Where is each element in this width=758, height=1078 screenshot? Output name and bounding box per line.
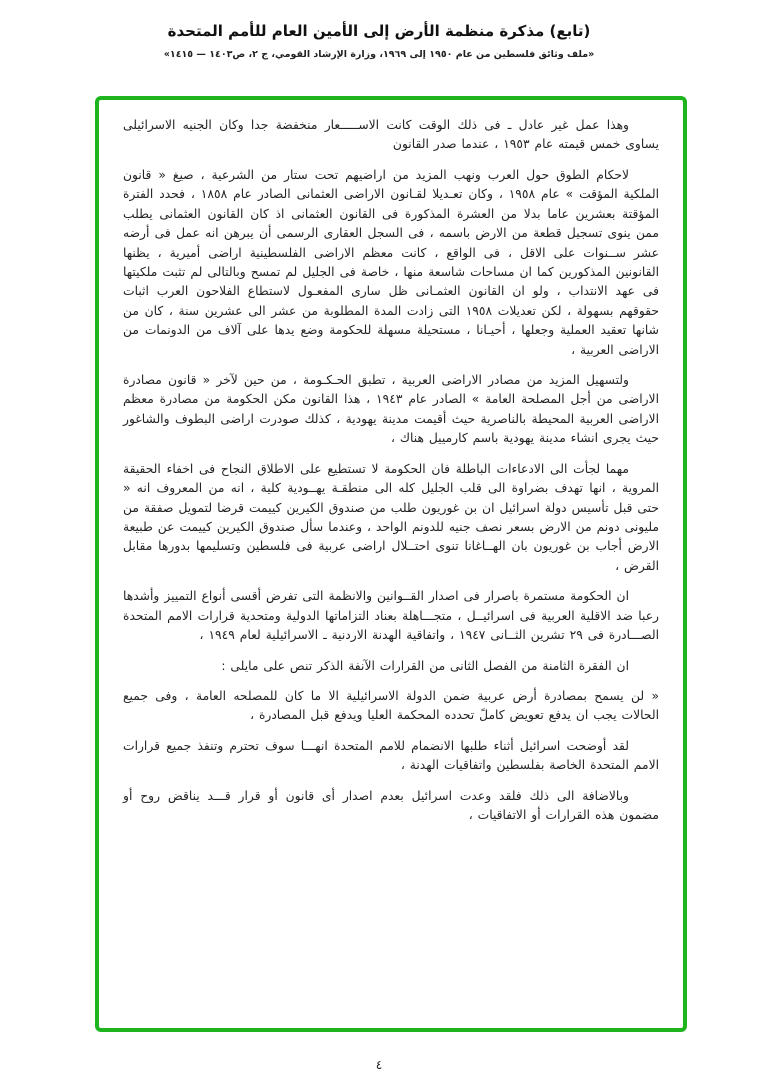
paragraph-2: لاحكام الطوق حول العرب ونهب المزيد من اراضيهم تحت ستار من الشرعية ، صيغ « قانون الملكية المؤقت » عام ١٩٥٨ ، وكان تعـديلا لقـانون الاراضى العثمانى الصادر عام ١٨٥٨ ، فحدد الفترة المؤقتة بعشرين عاما بدلا من العشرة المذكورة فى القانون العثمانى اذ كان القانون العثمانى يطلب ممن ينوى تسجيل قطعة من الارض باسمه ، فى السجل العقارى الرسمى أن يبرهن انه عمل فى أرضه عشر ســنوات على الاقل ، فى الواقع ، كانت معظم الاراضى الفلسطينية اراضى أميرية ، يظنها القانونين المذكورين كما ان مساحات شاسعة منها ، خاصة فى الجليل لم تمسح وبالتالى لم تثبت ملكيتها فى عهد الانتداب ، ولو ان القانون العثمـانى ظل سارى المفعـول لاستطاع الفلاحون العرب اثبات حقوقهم بسهولة ، لكن تعديلات ١٩٥٨ التى زادت المدة المطلوبة من عشر الى عشرين سنة ، كان من شانها تعقيد العملية وجعلها ، أحيـانا ، مستحيلة مسهلة للحكومة وضع يدها على آلاف من الدونمات من الاراضى العربية ، — [123, 167, 660, 357]
document-header — [0, 0, 758, 60]
paragraph-7-quote: « لن يسمح بمصادرة أرض عربية ضمن الدولة الاسرائيلية الا ما كان للمصلحه العامة ، وفى جميع الحالات يجب ان يدفع تعويض كاملً تحدده المحكمة العليا ويدفع قبل المصادرة ، — [123, 688, 659, 723]
paragraph-9: وبالاضافة الى ذلك فلقد وعدت اسرائيل بعدم اصدار أى قانون أو قرار قـــد يناقض روح أو مضمون هذه القرارات أو الاتفاقيات ، — [123, 788, 659, 823]
document-source-line: «ملف وثائق فلسطين من عام ١٩٥٠ إلى ١٩٦٩، وزارة الإرشاد القومي، ج ٢، ص١٤٠٣ — ١٤١٥» — [163, 49, 595, 60]
paragraph-3: ولتسهيل المزيد من مصادر الاراضى العربية ، تطبق الحـكـومة ، من حين لآخر « قانون مصادرة الاراضى من أجل المصلحة العامة » الصادر عام ١٩٤٣ ، هذا القانون مكن الحكومة من مصادرة معظم الاراضى العربية المحيطة بالناصرية حيث أقيمت مدينة يهودية ، كذلك صودرت اراضى البطوف والشاغور حيث يجرى انشاء مدينة يهودية باسم كارمييل هناك ، — [123, 373, 659, 446]
paragraph-5: ان الحكومة مستمرة باصرار فى اصدار القــوانين والانظمة التى تفرض أقسى أنواع التمييز وأشدها رعبا ضد الاقلية العربية فى اسرائيــل ، متجـــاهلة بعناد التزاماتها الدولية ومتحدية قرارات الامم المتحدة الصـــادرة فى ٢٩ تشرين الثــانى ١٩٤٧ ، واتفاقية الهدنة الاردنية ـ الاسرائيلية لعام ١٩٤٩ ، — [123, 589, 659, 643]
paragraph-6: ان الفقرة الثامنة من الفصل الثانى من القرارات الآنفة الذكر تنص على مايلى : — [221, 658, 629, 673]
paragraph-4: مهما لجأت الى الادعاءات الباطلة فان الحكومة لا تستطيع على الاطلاق النجاح فى اخفاء الحقيقة المروية ، انها تهدف بضراوة الى قلب الجليل كله الى منطقـة يهــودية كلية ، انه من المعروف انه « حتى قبل تأسيس دولة اسرائيل ان بن غوريون طلب من صندوق الكيرين كييمت قرضا لتمويل صفقة من مليونى دونم من الارض بسعر نصف جنيه للدونم الواحد ، وعندما سأل صندوق الكيرين كييمت عن طبيعة الارض أجاب بن غوريون بان الهــاغانا تنوى احتــلال اراضى عربية فى فلسطين وتسليمها بدورها مقابل القرض ، — [123, 461, 659, 573]
page-number: ٤ — [375, 1058, 383, 1072]
document-title: (تابع) مذكرة منظمة الأرض إلى الأمين العام للأمم المتحدة — [167, 22, 591, 40]
paragraph-1: وهذا عمل غير عادل ـ فى ذلك الوقت كانت الاســـــعار منخفضة جدا وكان الجنيه الاسرائيلى يساوى خمس قيمته عام ١٩٥٣ ، عندما صدر القانون — [123, 118, 659, 152]
paragraph-8: لقد أوضحت اسرائيل أثناء طلبها الانضمام للامم المتحدة انهـــا سوف تحترم وتنفذ جميع قرارات الامم المتحدة الخاصة بفلسطين واتفاقيات الهدنة ، — [123, 738, 659, 773]
content-frame — [95, 96, 687, 1032]
